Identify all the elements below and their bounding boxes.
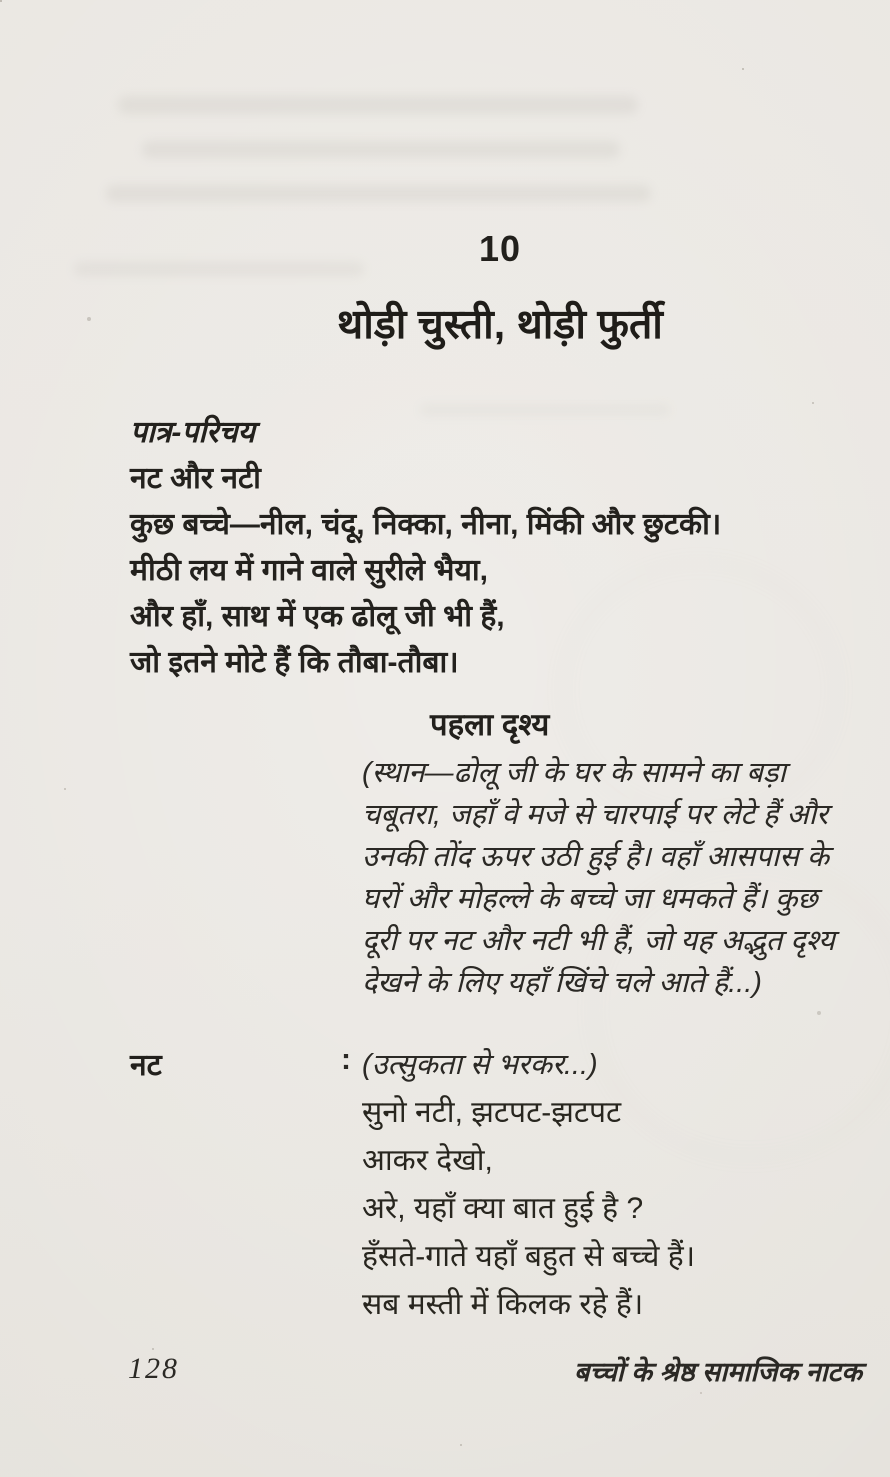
cast-line: मीठी लय में गाने वाले सुरीले भैया,: [130, 554, 488, 587]
stage-direction-line: (स्थान—ढोलू जी के घर के सामने का बड़ा: [362, 757, 786, 789]
stage-direction-line: देखने के लिए यहाँ खिंचे चले आते हैं...): [362, 967, 762, 999]
cast-line: कुछ बच्चे—नील, चंदू, निक्का, नीना, मिंकी और छुटकी।: [130, 508, 722, 541]
stage-direction: [362, 752, 872, 1004]
chapter-title: थोड़ी चुस्ती, थोड़ी फुर्ती: [337, 301, 663, 347]
cast-line: जो इतने मोटे हैं कि तौबा-तौबा।: [130, 646, 459, 679]
paper-speckles: [0, 0, 2, 2]
stage-direction-line: उनकी तोंद ऊपर उठी हुई है। वहाँ आसपास के: [362, 841, 830, 873]
dialogue-line: अरे, यहाँ क्या बात हुई है ?: [362, 1192, 644, 1225]
running-footer-book-title: बच्चों के श्रेष्ठ सामाजिक नाटक: [574, 1357, 862, 1387]
dialogue-aside: (उत्सुकता से भरकर...): [362, 1049, 598, 1081]
dialogue-line: सुनो नटी, झटपट-झटपट: [362, 1096, 622, 1129]
cast-line: और हाँ, साथ में एक ढोलू जी भी हैं,: [130, 600, 505, 633]
stage-direction-line: चबूतरा, जहाँ वे मजे से चारपाई पर लेटे हैं और: [362, 799, 829, 831]
page-number: 128: [128, 1352, 179, 1385]
chapter-number: 10: [478, 228, 522, 269]
page-bleedthrough-artifact: [118, 96, 638, 114]
page-bleedthrough-artifact: [106, 185, 651, 202]
stage-direction-line: दूरी पर नट और नटी भी हैं, जो यह अद्भुत दृश्य: [362, 925, 835, 957]
dialogue-line: हँसते-गाते यहाँ बहुत से बच्चे हैं।: [362, 1240, 696, 1273]
cast-line: नट और नटी: [130, 462, 261, 495]
speaker-colon: :: [341, 1043, 351, 1076]
scene-heading: पहला दृश्य: [430, 707, 550, 742]
speaker-name: नट: [130, 1049, 162, 1082]
cast-heading: पात्र-परिचय: [130, 416, 255, 449]
cast-block: [130, 410, 810, 686]
stage-direction-line: घरों और मोहल्ले के बच्चे जा धमकते हैं। कुछ: [362, 883, 818, 915]
dialogue-line: आकर देखो,: [362, 1144, 493, 1177]
dialogue-line: सब मस्ती में किलक रहे हैं।: [362, 1288, 644, 1321]
dialogue-lines: [362, 1041, 862, 1329]
page-bleedthrough-artifact: [142, 141, 620, 158]
